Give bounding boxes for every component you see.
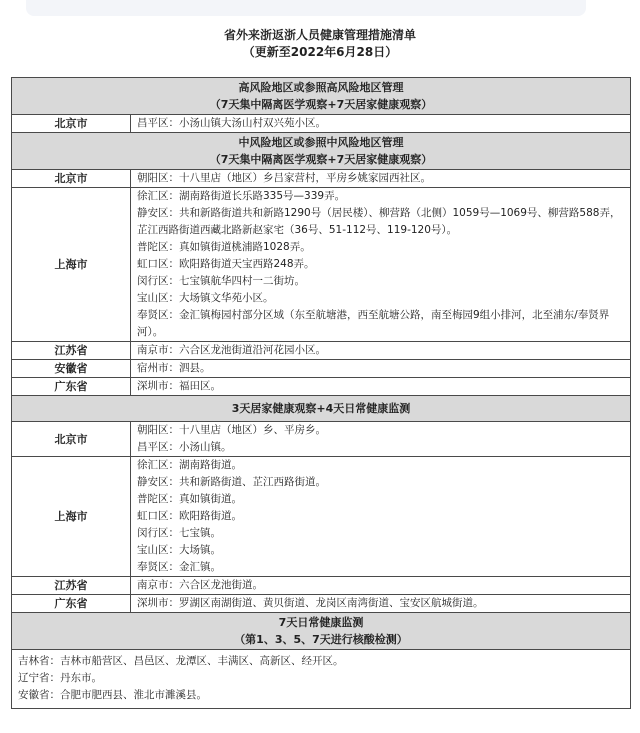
table-row xyxy=(12,115,631,133)
region-name: 北京市 xyxy=(12,170,131,188)
detail-line: 吉林省：吉林市船营区、昌邑区、龙潭区、丰满区、高新区、经开区。 xyxy=(18,655,344,667)
detail-line: 奉贤区：金汇镇。 xyxy=(137,561,221,573)
measures-table xyxy=(11,77,631,709)
region-name: 江苏省 xyxy=(12,342,131,360)
region-detail xyxy=(131,378,631,396)
table-row xyxy=(12,170,631,188)
table-row xyxy=(12,422,631,457)
document-title: 省外来浙返浙人员健康管理措施清单 xyxy=(223,28,416,42)
detail-line: 南京市：六合区龙池街道。 xyxy=(137,579,263,591)
region-name: 安徽省 xyxy=(12,360,131,378)
region-name: 广东省 xyxy=(12,595,131,613)
table-row xyxy=(12,457,631,577)
daily-monitoring-list xyxy=(12,650,631,709)
detail-line: 安徽省：合肥市肥西县、淮北市濉溪县。 xyxy=(18,689,207,701)
region-detail xyxy=(131,188,631,342)
section-header-mid-risk xyxy=(12,133,631,170)
region-detail xyxy=(131,595,631,613)
region-detail xyxy=(131,115,631,133)
region-detail xyxy=(131,360,631,378)
detail-line: 普陀区：真如镇街道。 xyxy=(137,493,242,505)
region-detail xyxy=(131,170,631,188)
region-name: 上海市 xyxy=(12,188,131,342)
table-row xyxy=(12,595,631,613)
detail-line: 奉贤区：金汇镇梅园村部分区域（东至航塘港，西至航塘公路，南至梅园9组小排河，北至浦东/奉贤界河）。 xyxy=(137,309,610,338)
section-title: 中风险地区或参照中风险地区管理 xyxy=(238,136,404,149)
detail-line: 徐汇区：湖南路街道长乐路335号—339弄。 xyxy=(137,190,346,202)
detail-line: 静安区：共和新路街道共和新路1290号（居民楼）、柳营路（北侧）1059号—1069号、柳营路588弄，芷江西路街道西藏北路新赵家宅（36号、51-112号、119-120号）。 xyxy=(137,207,621,236)
detail-line: 普陀区：真如镇街道桃浦路1028弄。 xyxy=(137,241,311,253)
section-mid-risk-cell xyxy=(12,133,631,170)
section-daily-cell xyxy=(12,613,631,650)
detail-line: 宿州市：泗县。 xyxy=(137,362,211,374)
region-name: 北京市 xyxy=(12,115,131,133)
detail-line: 昌平区：小汤山镇大汤山村双兴苑小区。 xyxy=(137,117,326,129)
detail-line: 深圳市：罗湖区南湖街道、黄贝街道、龙岗区南湾街道、宝安区航城街道。 xyxy=(137,597,484,609)
detail-line: 徐汇区：湖南路街道。 xyxy=(137,459,242,471)
region-detail xyxy=(131,342,631,360)
detail-line: 虹口区：欧阳路街道天宝西路248弄。 xyxy=(137,258,315,270)
section-title: 3天居家健康观察+4天日常健康监测 xyxy=(231,402,411,415)
section-home-obs-cell xyxy=(12,396,631,422)
section-header-daily-monitoring xyxy=(12,613,631,650)
detail-line: 静安区：共和新路街道、芷江西路街道。 xyxy=(137,476,326,488)
table-row xyxy=(12,378,631,396)
region-name: 江苏省 xyxy=(12,577,131,595)
region-name: 广东省 xyxy=(12,378,131,396)
section-measure: （7天集中隔离医学观察+7天居家健康观察） xyxy=(209,153,433,166)
section-measure: （7天集中隔离医学观察+7天居家健康观察） xyxy=(209,98,433,111)
region-name: 上海市 xyxy=(12,457,131,577)
detail-line: 深圳市：福田区。 xyxy=(137,380,221,392)
detail-line: 昌平区：小汤山镇。 xyxy=(137,441,232,453)
detail-line: 闵行区：七宝镇航华四村一二街坊。 xyxy=(137,275,305,287)
detail-line: 闵行区：七宝镇。 xyxy=(137,527,221,539)
table-row xyxy=(12,360,631,378)
detail-line: 南京市：六合区龙池街道沿河花园小区。 xyxy=(137,344,326,356)
document-subtitle: （更新至2022年6月28日） xyxy=(242,45,398,59)
section-header-high-risk xyxy=(12,78,631,115)
table-row xyxy=(12,650,631,709)
section-title: 高风险地区或参照高风险地区管理 xyxy=(238,81,404,94)
region-detail xyxy=(131,422,631,457)
detail-line: 辽宁省：丹东市。 xyxy=(18,672,102,684)
table-row xyxy=(12,188,631,342)
table-row xyxy=(12,577,631,595)
section-header-home-observation xyxy=(12,396,631,422)
section-measure: （第1、3、5、7天进行核酸检测） xyxy=(234,633,408,646)
section-high-risk-cell xyxy=(12,78,631,115)
top-banner-strip xyxy=(26,0,586,16)
detail-line: 宝山区：大场镇文华苑小区。 xyxy=(137,292,274,304)
detail-line: 朝阳区：十八里店（地区）乡吕家营村，平房乡姚家园西社区。 xyxy=(137,172,431,184)
detail-line: 虹口区：欧阳路街道。 xyxy=(137,510,242,522)
region-name: 北京市 xyxy=(12,422,131,457)
detail-line: 朝阳区：十八里店（地区）乡、平房乡。 xyxy=(137,424,326,436)
region-detail xyxy=(131,457,631,577)
region-detail xyxy=(131,577,631,595)
section-title: 7天日常健康监测 xyxy=(278,616,364,629)
table-row xyxy=(12,342,631,360)
detail-line: 宝山区：大场镇。 xyxy=(137,544,221,556)
